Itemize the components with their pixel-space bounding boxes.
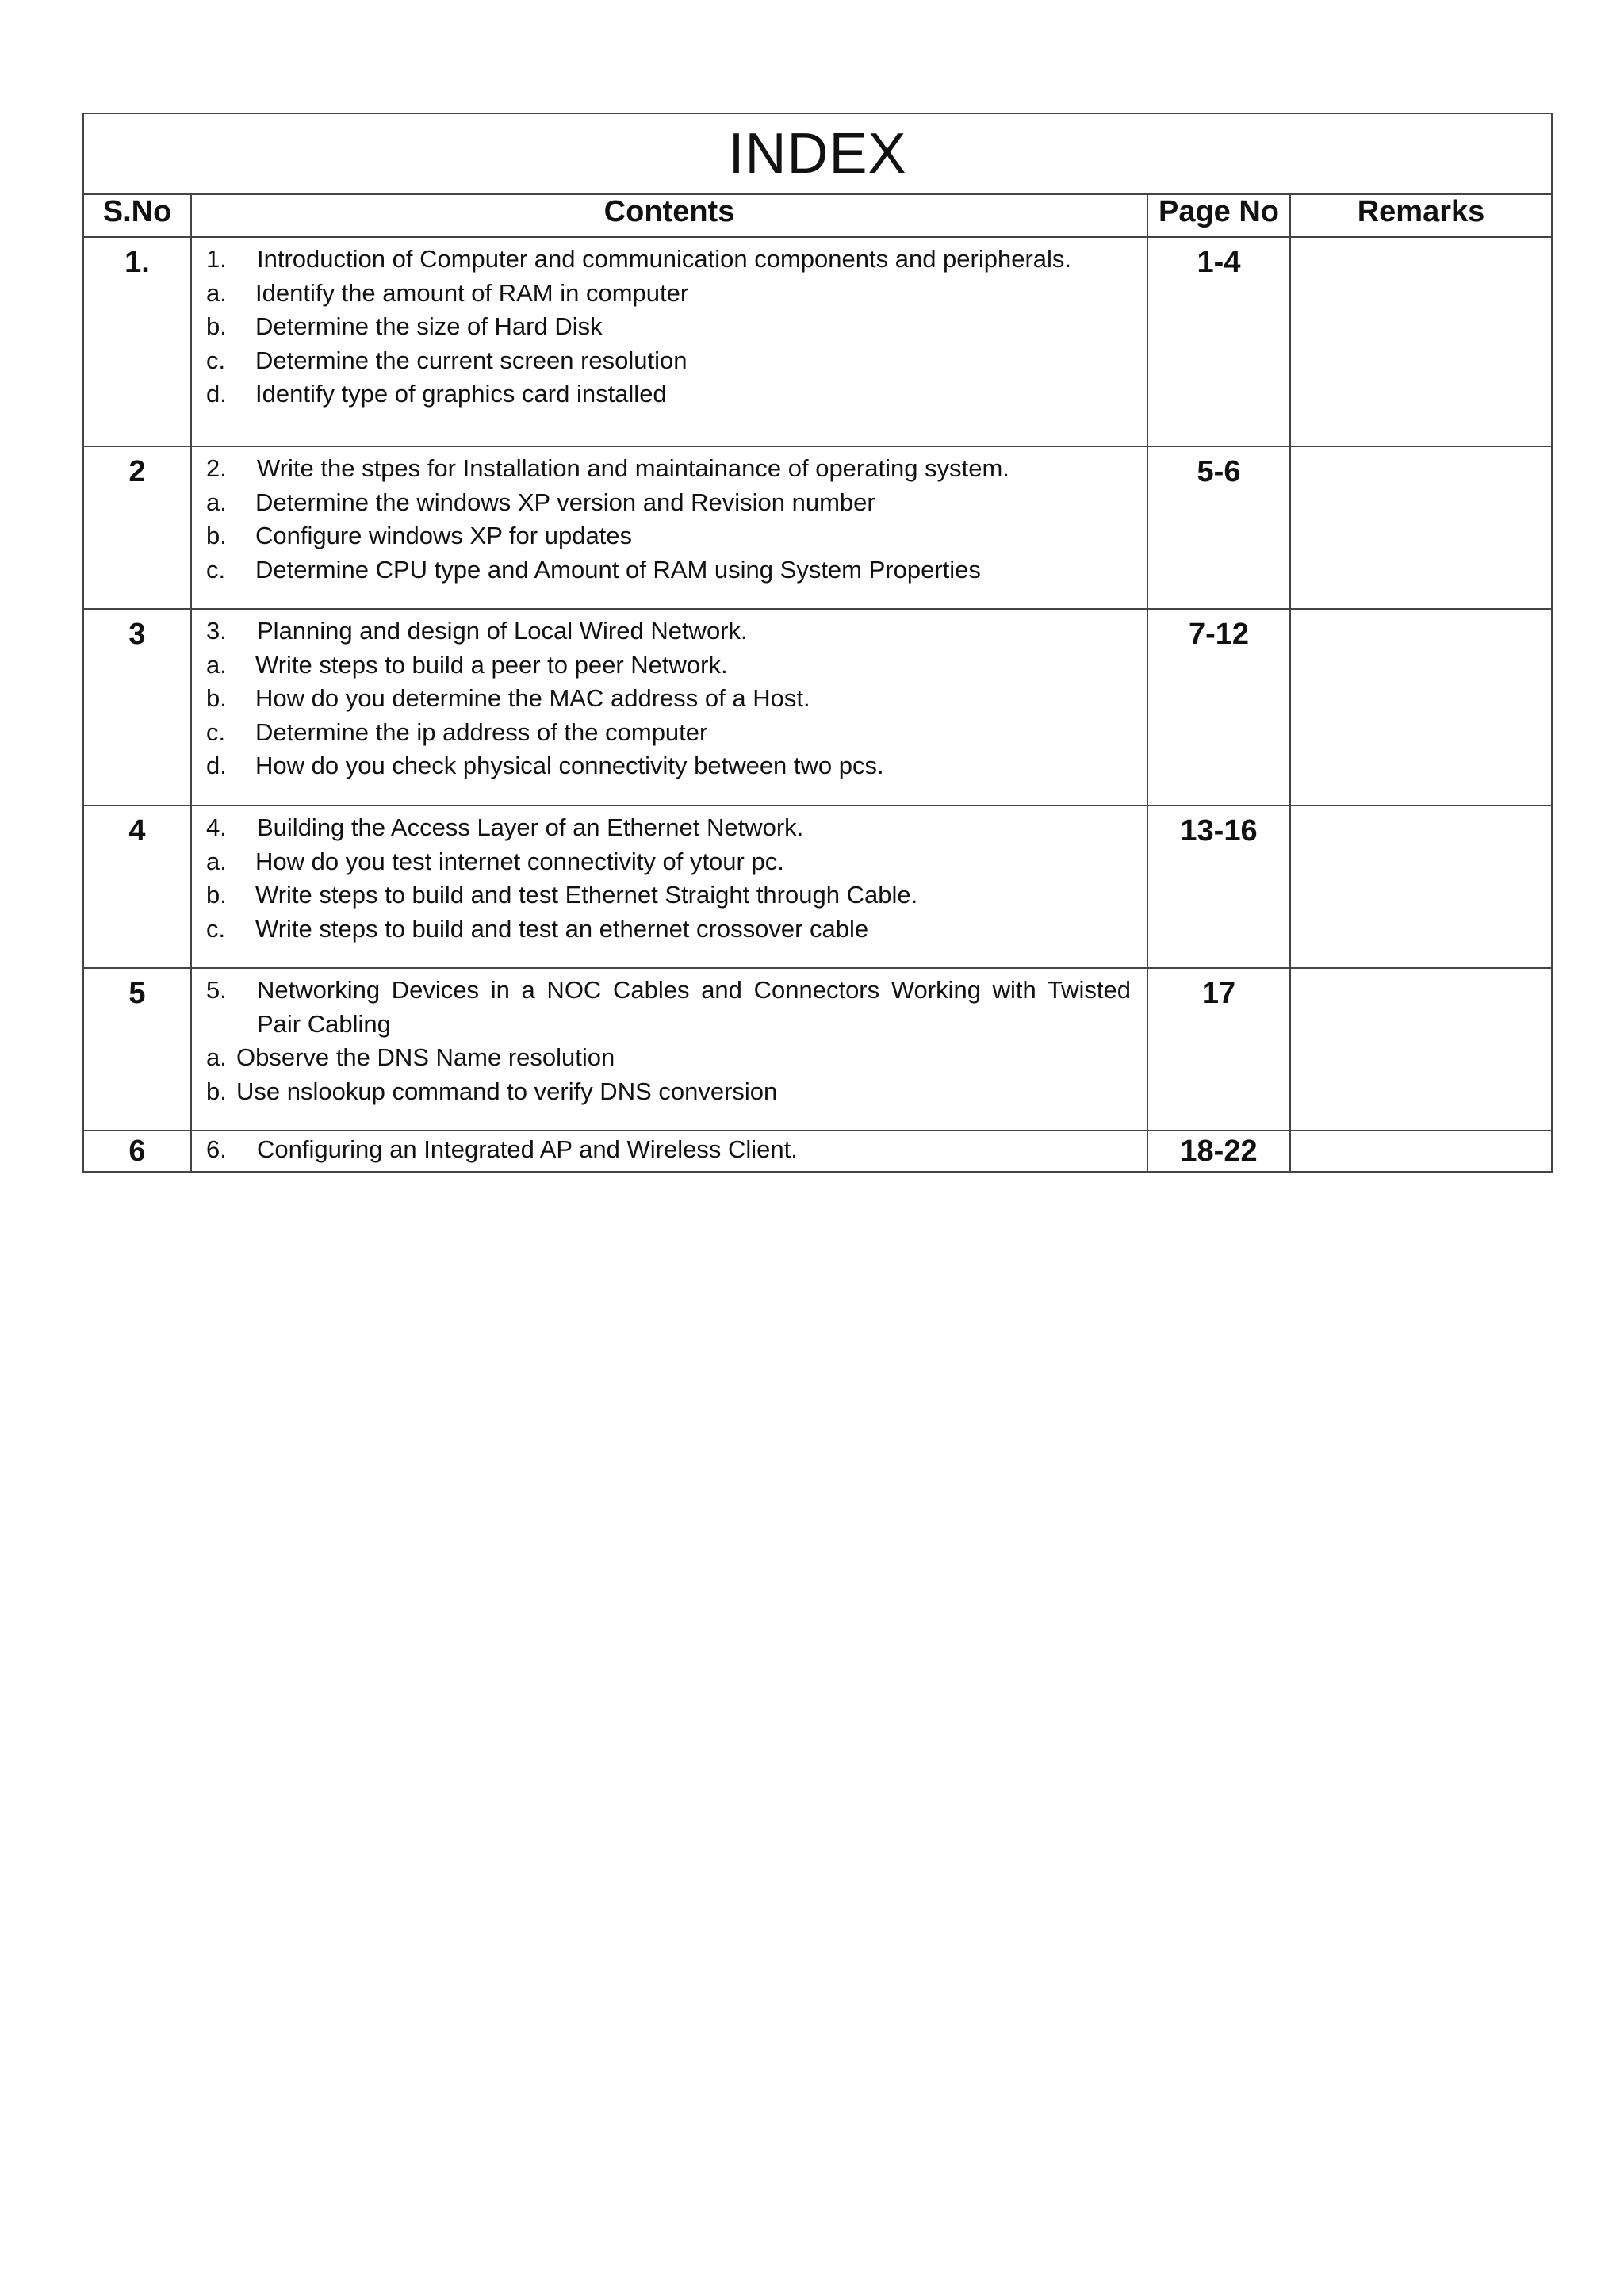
page-no-cell: 5-6 [1147, 446, 1290, 609]
sub-item [206, 277, 1131, 311]
page-no-cell: 1-4 [1147, 237, 1290, 446]
sub-text: Configure windows XP for updates [255, 522, 633, 549]
header-contents: Contents [191, 194, 1147, 237]
sub-letter: c. [206, 346, 226, 374]
sub-list [206, 277, 1131, 411]
table-row [83, 609, 1552, 806]
sub-text: Write steps to build a peer to peer Network. [255, 650, 728, 679]
sub-letter: a. [206, 650, 227, 679]
sub-item [206, 486, 1131, 520]
header-sno: S.No [83, 194, 191, 237]
sub-text: How do you test internet connectivity of ytour pc. [255, 847, 784, 875]
item-number: 4. [206, 813, 227, 841]
remarks-cell [1290, 968, 1552, 1131]
sub-letter: d. [206, 752, 227, 779]
sno-cell: 5 [83, 968, 191, 1131]
sub-item [206, 716, 1131, 750]
sno-cell: 3 [83, 609, 191, 806]
table-row [83, 806, 1552, 968]
contents-cell [191, 609, 1147, 806]
sub-text: Observe the DNS Name resolution [236, 1043, 615, 1071]
sub-text: Use nslookup command to verify DNS conversion [236, 1077, 778, 1105]
sub-item [206, 913, 1131, 947]
sub-text: Determine CPU type and Amount of RAM using System Properties [255, 555, 981, 584]
item-text: Building the Access Layer of an Ethernet Network. [257, 813, 804, 841]
table-row [83, 1131, 1552, 1172]
sub-letter: c. [206, 914, 226, 943]
sub-item [206, 845, 1131, 879]
item-number: 2. [206, 454, 227, 482]
sub-text: Write steps to build and test Ethernet Straight through Cable. [255, 881, 918, 909]
page-no-cell: 18-22 [1147, 1131, 1290, 1172]
sub-text: How do you check physical connectivity between two pcs. [255, 752, 884, 779]
sub-letter: b. [206, 684, 227, 712]
sno-cell: 2 [83, 446, 191, 609]
remarks-cell [1290, 806, 1552, 968]
sub-letter: a. [206, 847, 227, 875]
sub-letter: a. [206, 278, 227, 307]
index-table [82, 113, 1553, 1173]
sub-text: Determine the windows XP version and Revision number [255, 488, 875, 516]
sub-item [206, 1041, 1131, 1075]
table-row [83, 968, 1552, 1131]
sub-item [206, 310, 1131, 344]
list-item [206, 243, 1131, 277]
page-no-cell: 13-16 [1147, 806, 1290, 968]
item-text: Write the stpes for Installation and maintainance of operating system. [257, 454, 1009, 482]
list-item [206, 452, 1131, 486]
item-text: Planning and design of Local Wired Network. [257, 617, 748, 645]
item-number: 6. [206, 1135, 227, 1163]
table-row [83, 237, 1552, 446]
remarks-cell [1290, 446, 1552, 609]
header-remarks: Remarks [1290, 194, 1552, 237]
sub-text: How do you determine the MAC address of a Host. [255, 684, 810, 712]
item-text: Configuring an Integrated AP and Wireless Client. [257, 1135, 798, 1163]
sub-letter: b. [206, 312, 227, 340]
list-item [206, 614, 1131, 649]
header-page-no: Page No [1147, 194, 1290, 237]
sub-list [206, 1041, 1131, 1108]
item-text: Networking Devices in a NOC Cables and Connectors Working with Twisted Pair Cabling [257, 976, 1131, 1038]
sub-letter: c. [206, 555, 226, 584]
sub-text: Write steps to build and test an ethernet crossover cable [255, 914, 869, 943]
sub-list [206, 486, 1131, 587]
item-number: 1. [206, 245, 227, 273]
list-item [206, 974, 1131, 1041]
remarks-cell [1290, 237, 1552, 446]
item-number: 5. [206, 976, 227, 1004]
sub-letter: b. [206, 522, 227, 549]
sub-item [206, 344, 1131, 378]
page-no-cell: 7-12 [1147, 609, 1290, 806]
sub-item [206, 749, 1131, 783]
sub-item [206, 649, 1131, 683]
contents-cell [191, 806, 1147, 968]
contents-cell [191, 1131, 1147, 1172]
sub-letter: d. [206, 380, 227, 408]
sub-text: Identify type of graphics card installed [255, 380, 667, 408]
sub-text: Identify the amount of RAM in computer [255, 278, 689, 307]
sub-letter: a. [206, 488, 227, 516]
sno-cell: 4 [83, 806, 191, 968]
sub-letter: b. [206, 1077, 227, 1105]
sub-text: Determine the ip address of the computer [255, 718, 708, 746]
sub-letter: a. [206, 1043, 227, 1071]
sub-item [206, 377, 1131, 411]
sub-item [206, 878, 1131, 913]
sub-text: Determine the current screen resolution [255, 346, 688, 374]
table-row [83, 446, 1552, 609]
list-item [206, 1133, 1131, 1167]
sub-letter: c. [206, 718, 226, 746]
list-item [206, 811, 1131, 845]
sub-list [206, 845, 1131, 947]
sub-list [206, 649, 1131, 783]
title-row [83, 113, 1552, 194]
sub-item [206, 682, 1131, 716]
sub-item [206, 553, 1131, 587]
contents-cell [191, 968, 1147, 1131]
sno-cell: 6 [83, 1131, 191, 1172]
title-cell [83, 113, 1552, 194]
remarks-cell [1290, 609, 1552, 806]
sub-item [206, 519, 1131, 553]
sub-text: Determine the size of Hard Disk [255, 312, 603, 340]
sno-cell: 1. [83, 237, 191, 446]
contents-cell [191, 446, 1147, 609]
index-title: INDEX [728, 122, 907, 186]
sub-letter: b. [206, 881, 227, 909]
page-no-cell: 17 [1147, 968, 1290, 1131]
contents-cell [191, 237, 1147, 446]
sub-item [206, 1075, 1131, 1109]
header-row [83, 194, 1552, 237]
remarks-cell [1290, 1131, 1552, 1172]
item-number: 3. [206, 617, 227, 645]
item-text: Introduction of Computer and communication components and peripherals. [257, 245, 1072, 273]
